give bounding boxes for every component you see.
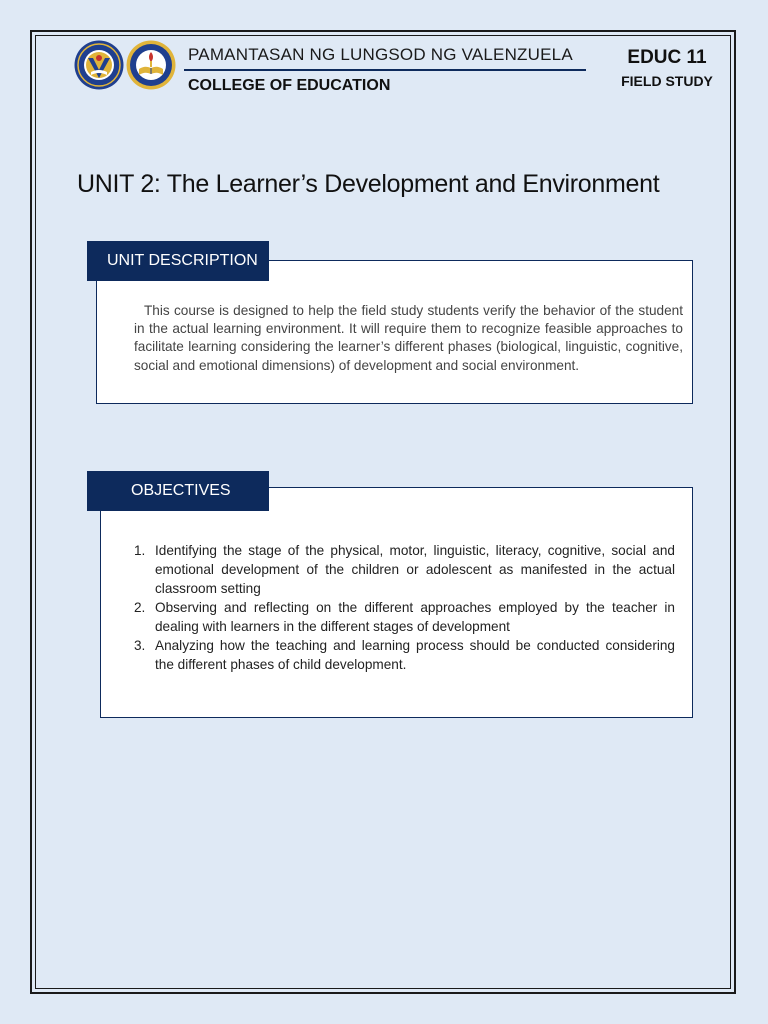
- unit-title: UNIT 2: The Learner’s Development and Environment: [77, 170, 660, 198]
- course-code: EDUC 11: [627, 47, 707, 68]
- objectives-list: [134, 541, 675, 674]
- objective-text: Analyzing how the teaching and learning process should be conducted considering the different phases of child development.: [155, 638, 675, 672]
- university-seal-logo: [74, 40, 124, 90]
- unit-description-label: UNIT DESCRIPTION: [87, 241, 269, 281]
- objective-number: 3.: [134, 638, 146, 653]
- objective-item: [134, 636, 675, 674]
- objective-text: Identifying the stage of the physical, motor, linguistic, literacy, cognitive, social and emotional development of the children or adolescent as manifested in the actual classroom setting: [155, 543, 675, 596]
- objective-item: [134, 598, 675, 636]
- objective-item: [134, 541, 675, 598]
- objective-number: 1.: [134, 543, 146, 558]
- objectives-label: OBJECTIVES: [87, 471, 269, 511]
- course-name: FIELD STUDY: [621, 73, 713, 89]
- college-name: COLLEGE OF EDUCATION: [188, 77, 391, 94]
- header-divider: [184, 69, 586, 71]
- college-seal-logo: [126, 40, 176, 90]
- unit-description-text: This course is designed to help the field study students verify the behavior of the student in the actual learning environment. It will require them to recognize feasible approaches to facilitate learning considering the learner’s different phases (biological, linguistic, cognitive, social and emotional dimensions) of development and social environment.: [134, 303, 683, 373]
- university-name: PAMANTASAN NG LUNGSOD NG VALENZUELA: [188, 45, 573, 64]
- objective-text: Observing and reflecting on the different approaches employed by the teacher in dealing with learners in the different stages of development: [155, 600, 675, 634]
- objective-number: 2.: [134, 600, 146, 615]
